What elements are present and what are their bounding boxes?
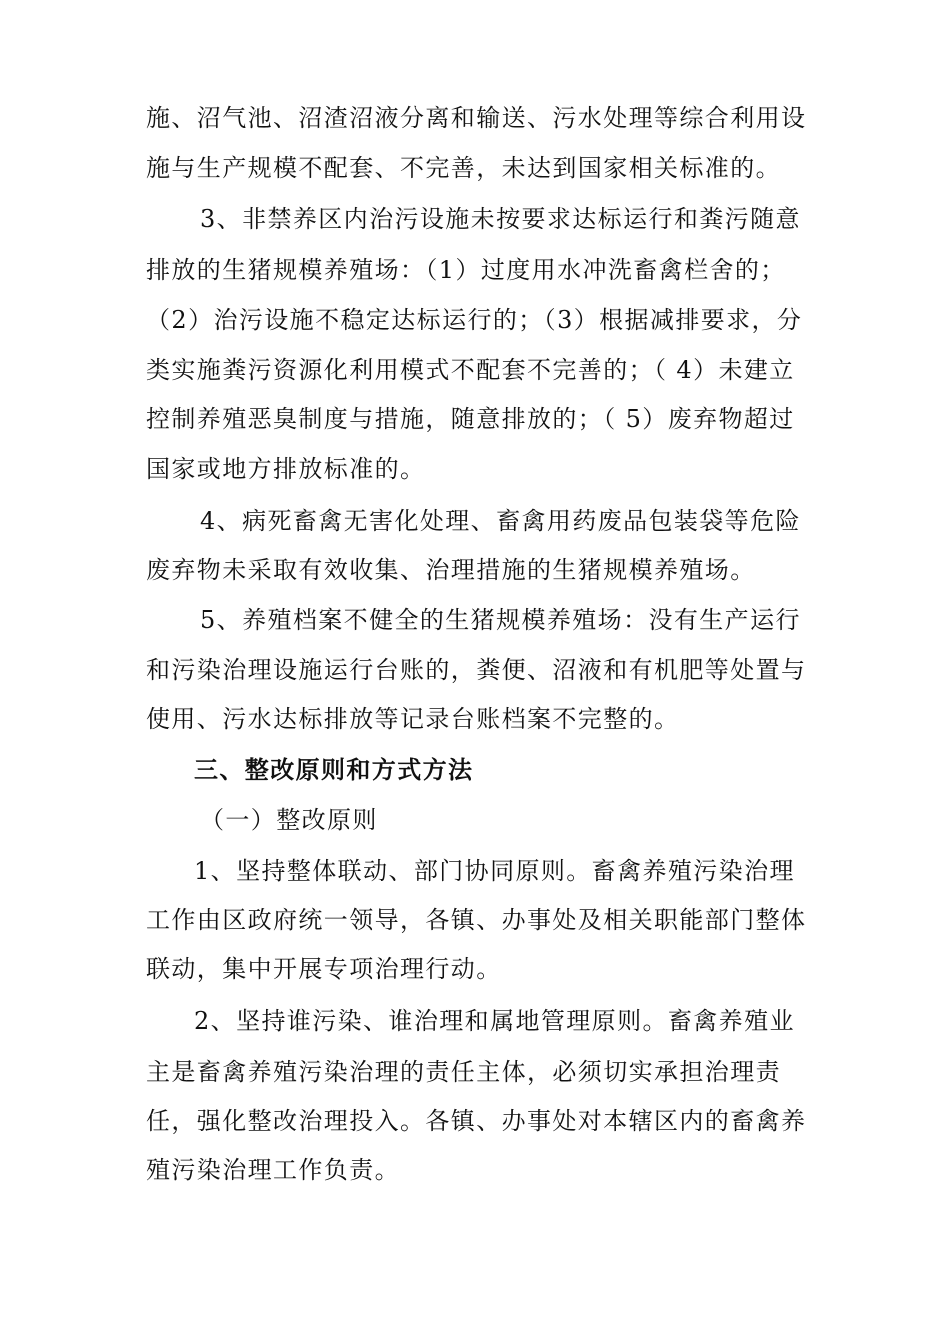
text-line: 施与生产规模不配套、不完善，未达到国家相关标准的。	[146, 154, 781, 182]
text-line: 使用、污水达标排放等记录台账档案不完整的。	[146, 705, 680, 733]
text-line: 4、病死畜禽无害化处理、畜禽用药废品包装袋等危险	[200, 507, 801, 535]
text-line: 类实施粪污资源化利用模式不配套不完善的；（ 4）未建立	[146, 356, 795, 384]
text-line: 废弃物未采取有效收集、治理措施的生猪规模养殖场。	[146, 556, 756, 584]
text-line: 国家或地方排放标准的。	[146, 455, 426, 483]
text-line: 2、坚持谁污染、谁治理和属地管理原则。畜禽养殖业	[194, 1007, 795, 1035]
subsection-heading: （一）整改原则	[200, 806, 378, 834]
text-line: 工作由区政府统一领导，各镇、办事处及相关职能部门整体	[146, 906, 807, 934]
text-line: 施、沼气池、沼渣沼液分离和输送、污水处理等综合利用设	[146, 104, 807, 132]
text-line: 1、坚持整体联动、部门协同原则。畜禽养殖污染治理	[194, 857, 795, 885]
text-line: 排放的生猪规模养殖场：（1）过度用水冲洗畜禽栏舍的；	[146, 256, 786, 284]
text-line: 3、非禁养区内治污设施未按要求达标运行和粪污随意	[200, 205, 801, 233]
text-line: 殖污染治理工作负责。	[146, 1156, 400, 1184]
text-line: 控制养殖恶臭制度与措施，随意排放的；（ 5）废弃物超过	[146, 405, 795, 433]
section-heading: 三、整改原则和方式方法	[194, 756, 474, 784]
text-line: 主是畜禽养殖污染治理的责任主体，必须切实承担治理责	[146, 1058, 781, 1086]
text-line: 任，强化整改治理投入。各镇、办事处对本辖区内的畜禽养	[146, 1107, 807, 1135]
text-line: 和污染治理设施运行台账的，粪便、沼液和有机肥等处置与	[146, 656, 807, 684]
text-line: 联动，集中开展专项治理行动。	[146, 955, 502, 983]
text-line: （2）治污设施不稳定达标运行的；（3）根据减排要求，分	[146, 306, 803, 334]
text-line: 5、养殖档案不健全的生猪规模养殖场：没有生产运行	[200, 606, 801, 634]
